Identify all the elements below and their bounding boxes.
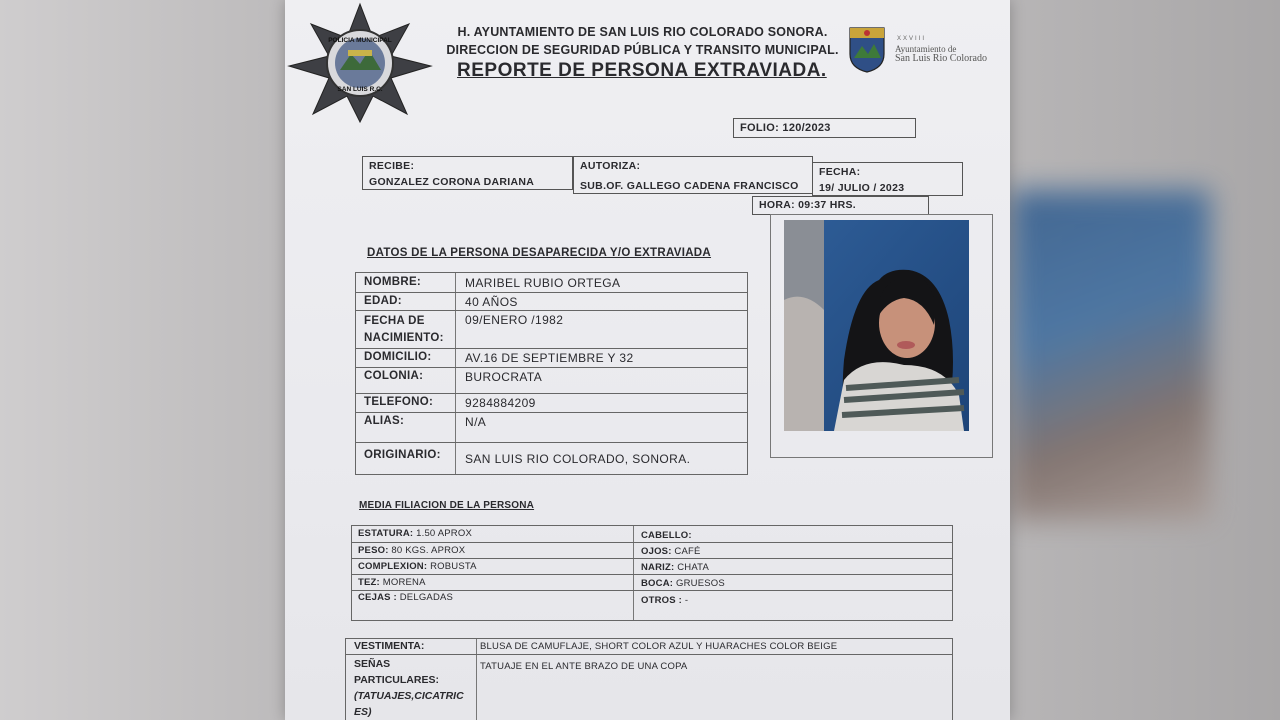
colonia-label: COLONIA: bbox=[364, 370, 424, 382]
senas-label-2: PARTICULARES: bbox=[354, 674, 439, 686]
vestimenta-table bbox=[345, 638, 953, 720]
cabello-label: CABELLO: bbox=[641, 530, 692, 541]
table-row bbox=[356, 368, 747, 394]
nariz-label: NARIZ: bbox=[641, 562, 675, 573]
table-row bbox=[356, 273, 747, 293]
originario-label: ORIGINARIO: bbox=[364, 449, 441, 461]
vestimenta-value: BLUSA DE CAMUFLAJE, SHORT COLOR AZUL Y HUARACHES COLOR BEIGE bbox=[480, 641, 838, 652]
alias-value: N/A bbox=[465, 415, 487, 429]
folio-box bbox=[733, 118, 916, 138]
municipal-shield-icon bbox=[847, 24, 887, 74]
hora-box bbox=[752, 196, 929, 215]
fecha-nacimiento-value: 09/ENERO /1982 bbox=[465, 313, 564, 327]
table-row bbox=[356, 349, 747, 368]
tez-label: TEZ: bbox=[358, 577, 380, 588]
senas-label-3: (TATUAJES,CICATRIC bbox=[354, 690, 464, 702]
boca-label: BOCA: bbox=[641, 578, 674, 589]
media-filiacion-heading: MEDIA FILIACION DE LA PERSONA bbox=[359, 500, 535, 511]
complexion-label: COMPLEXION: bbox=[358, 561, 428, 572]
estatura-value: 1.50 APROX bbox=[416, 528, 472, 539]
colonia-value: BUROCRATA bbox=[465, 370, 543, 384]
vestimenta-label: VESTIMENTA: bbox=[354, 640, 425, 652]
tez-value: MORENA bbox=[382, 577, 426, 588]
recibe-label: RECIBE: bbox=[369, 160, 415, 172]
header-line-1: H. AYUNTAMIENTO DE SAN LUIS RIO COLORADO SONORA. bbox=[457, 25, 828, 39]
originario-value: SAN LUIS RIO COLORADO, SONORA. bbox=[465, 452, 691, 466]
complexion-value: ROBUSTA bbox=[430, 561, 477, 572]
telefono-label: TELEFONO: bbox=[364, 396, 434, 408]
nariz-value: CHATA bbox=[677, 562, 710, 573]
page-title: REPORTE DE PERSONA EXTRAVIADA. bbox=[457, 60, 827, 81]
table-row bbox=[352, 526, 952, 543]
autoriza-box bbox=[573, 156, 813, 194]
otros-value: - bbox=[684, 595, 689, 606]
table-row bbox=[356, 443, 747, 474]
fecha-label: FECHA: bbox=[819, 166, 861, 178]
senas-label-1: SEÑAS bbox=[354, 658, 391, 670]
cejas-label: CEJAS : bbox=[358, 592, 397, 603]
recibe-value: GONZALEZ CORONA DARIANA bbox=[369, 176, 535, 188]
table-row bbox=[352, 543, 952, 559]
media-filiacion-table bbox=[351, 525, 953, 621]
badge-top-text: POLICIA MUNICIPAL bbox=[328, 37, 392, 44]
cejas-value: DELGADAS bbox=[399, 592, 454, 603]
datos-heading: DATOS DE LA PERSONA DESAPARECIDA Y/O EXTRAVIADA bbox=[367, 247, 712, 259]
background-blur-left bbox=[0, 0, 285, 720]
peso-value: 80 KGS. APROX bbox=[391, 545, 466, 556]
table-row bbox=[352, 575, 952, 591]
otros-label: OTROS : bbox=[641, 595, 682, 606]
nombre-value: MARIBEL RUBIO ORTEGA bbox=[465, 276, 621, 290]
logo-small-text: XXVIII bbox=[897, 36, 927, 42]
photo-frame bbox=[770, 214, 993, 458]
table-row bbox=[356, 293, 747, 311]
autoriza-value: SUB.OF. GALLEGO CADENA FRANCISCO bbox=[580, 180, 799, 192]
police-badge-icon bbox=[285, 2, 435, 124]
table-row bbox=[346, 655, 952, 720]
badge-bottom-text: SAN LUIS R.C. bbox=[337, 86, 383, 93]
fecha-value: 19/ JULIO / 2023 bbox=[819, 182, 905, 194]
domicilio-label: DOMICILIO: bbox=[364, 351, 432, 363]
table-row bbox=[352, 591, 952, 620]
datos-table bbox=[355, 272, 748, 475]
boca-value: GRUESOS bbox=[675, 578, 725, 589]
fecha-box bbox=[812, 162, 963, 196]
nombre-label: NOMBRE: bbox=[364, 276, 422, 288]
fecha-nacimiento-label: FECHA DE NACIMIENTO: bbox=[364, 315, 444, 344]
peso-label: PESO: bbox=[358, 545, 389, 556]
telefono-value: 9284884209 bbox=[465, 396, 536, 410]
header-line-2: DIRECCION DE SEGURIDAD PÚBLICA Y TRANSITO MUNICIPAL. bbox=[446, 43, 839, 57]
table-row bbox=[356, 311, 747, 349]
logo-line-2: San Luis Rio Colorado bbox=[895, 53, 987, 64]
edad-value: 40 AÑOS bbox=[465, 295, 518, 309]
senas-label-4: ES) bbox=[354, 706, 372, 718]
alias-label: ALIAS: bbox=[364, 415, 405, 427]
ojos-label: OJOS: bbox=[641, 546, 672, 557]
logo-line-1: Ayuntamiento de bbox=[895, 44, 957, 54]
ojos-value: CAFÉ bbox=[674, 546, 701, 557]
edad-label: EDAD: bbox=[364, 295, 402, 307]
recibe-box bbox=[362, 156, 573, 190]
estatura-label: ESTATURA: bbox=[358, 528, 414, 539]
folio-text: FOLIO: 120/2023 bbox=[740, 122, 831, 134]
background-blur-right bbox=[1010, 0, 1280, 720]
table-row bbox=[346, 639, 952, 655]
table-row bbox=[356, 413, 747, 443]
missing-person-photo bbox=[784, 220, 969, 431]
table-row bbox=[352, 559, 952, 575]
senas-value: TATUAJE EN EL ANTE BRAZO DE UNA COPA bbox=[480, 661, 688, 672]
domicilio-value: AV.16 DE SEPTIEMBRE Y 32 bbox=[465, 351, 634, 365]
autoriza-label: AUTORIZA: bbox=[580, 160, 641, 172]
report-document bbox=[285, 0, 1010, 720]
hora-text: HORA: 09:37 HRS. bbox=[759, 199, 856, 211]
table-row bbox=[356, 394, 747, 413]
